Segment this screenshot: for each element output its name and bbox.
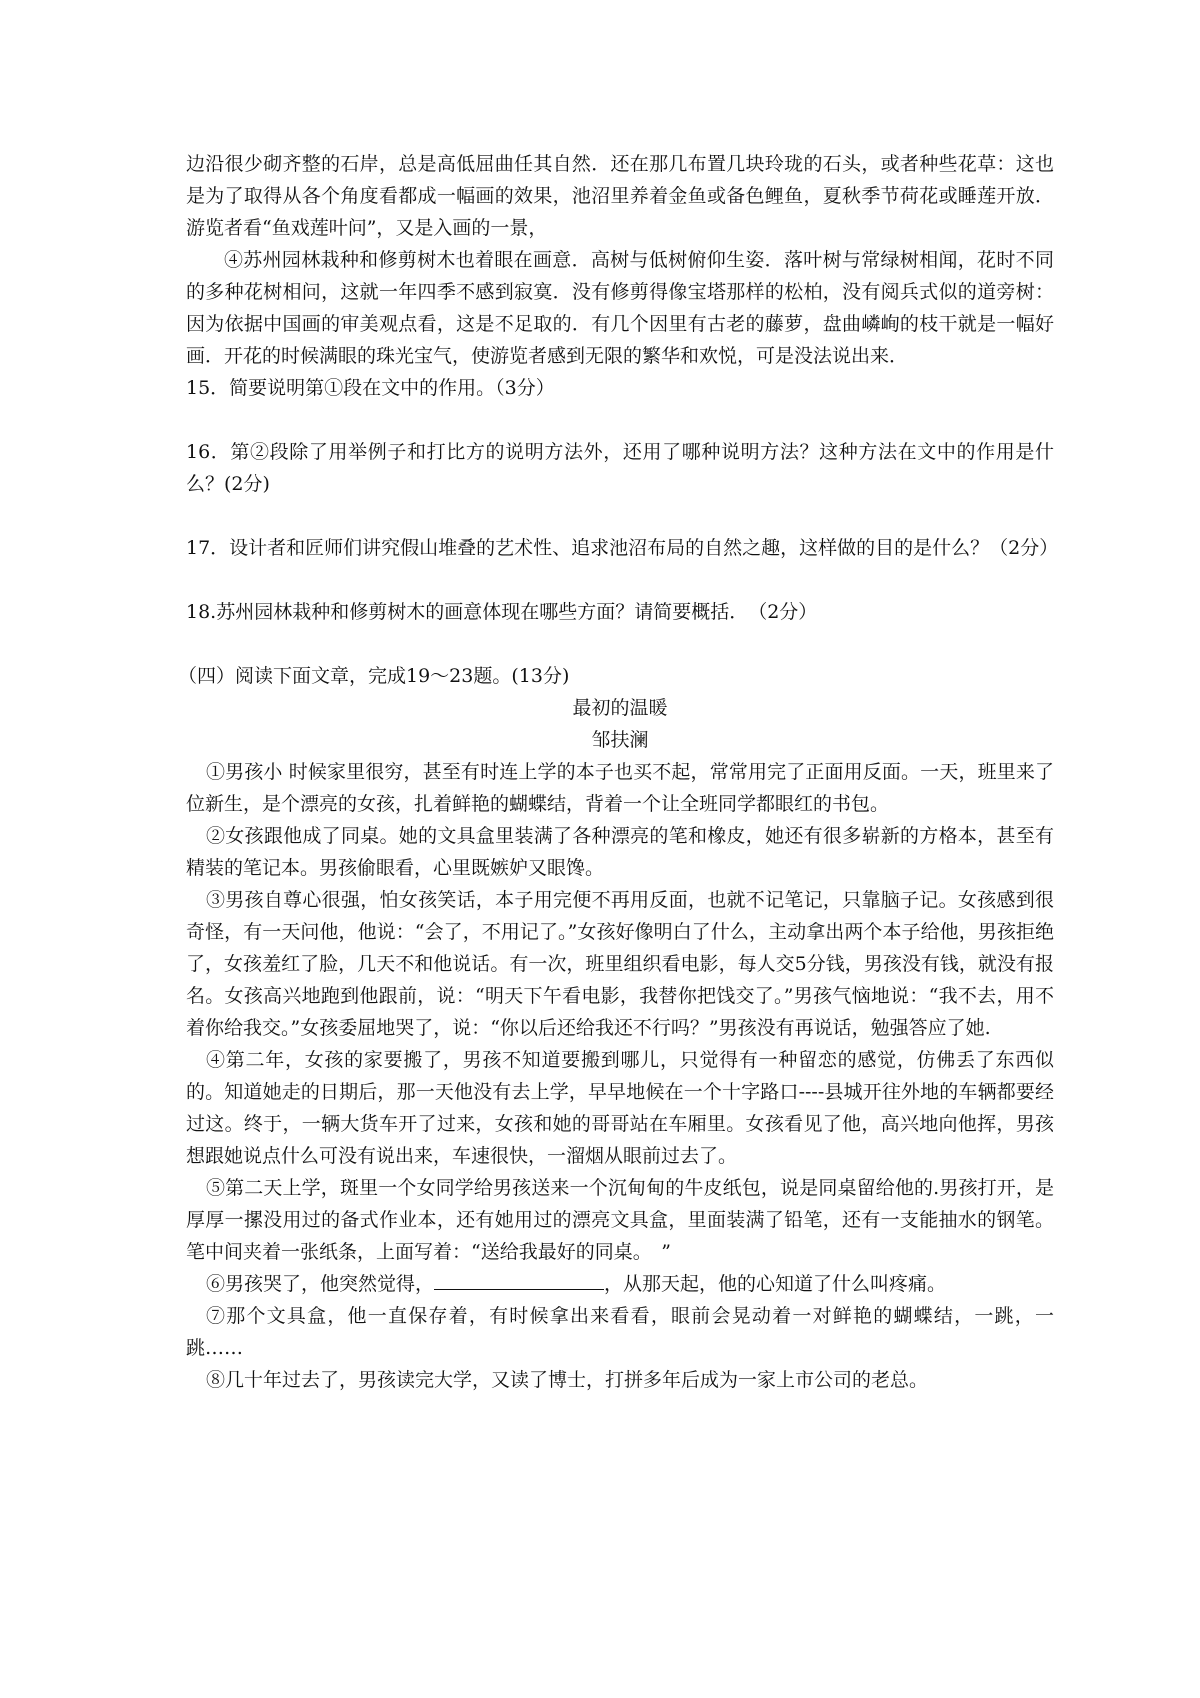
article-paragraph-5: ⑤第二天上学，斑里一个女同学给男孩送来一个沉甸甸的牛皮纸包，说是同桌留给他的.男孩打开，是厚厚一摞没用过的备式作业本，还有她用过的漂亮文具盒，里面装满了铅笔，还有一支能抽水的钢笔。笔中间夹着一张纸条，上面写着：“送给我最好的同桌。 ” [186, 1177, 1054, 1263]
question-17: 17．设计者和匠师们讲究假山堆叠的艺术性、追求池沼布局的自然之趣，这样做的目的是什么？（2分） [186, 537, 1059, 559]
article-paragraph-4: ④第二年，女孩的家要搬了，男孩不知道要搬到哪儿，只觉得有一种留恋的感觉，仿佛丢了东西似的。知道她走的日期后，那一天他没有去上学，早早地候在一个十字路口----县城开往外地的车辆都要经过这。终于，一辆大货车开了过来，女孩和她的哥哥站在车厢里。女孩看见了他，高兴地向他挥，男孩想跟她说点什么可没有说出来，车速很快，一溜烟从眼前过去了。 [186, 1049, 1054, 1167]
question-18: 18.苏州园林栽种和修剪树木的画意体现在哪些方面？请简要概括． （2分） [186, 601, 818, 623]
article-paragraph-1: ①男孩小 时候家里很穷，甚至有时连上学的本子也买不起，常常用完了正面用反面。一天，班里来了位新生，是个漂亮的女孩，扎着鲜艳的蝴蝶结，背着一个让全班同学都眼红的书包。 [186, 761, 1054, 815]
article-paragraph-3: ③男孩自尊心很强，怕女孩笑话，本子用完便不再用反面，也就不记笔记，只靠脑子记。女孩感到很奇怪，有一天问他，他说：“会了，不用记了。”女孩好像明白了什么，主动拿出两个本子给他，男孩拒绝了，女孩羞红了脸，几天不和他说话。有一次，班里组织看电影，每人交5分钱，男孩没有钱，就没有报名。女孩高兴地跑到他跟前，说：“明天下午看电影，我替你把饯交了。”男孩气恼地说：“我不去，用不着你给我交。”女孩委屈地哭了，说：“你以后还给我还不行吗？”男孩没有再说话，勉强答应了她. [186, 889, 1054, 1039]
section-heading: （四）阅读下面文章，完成19～23题。(13分) [178, 665, 570, 687]
article-title: 最初的温暖 [572, 697, 668, 719]
article-paragraph-8: ⑧几十年过去了，男孩读完大学，又读了博士，打拼多年后成为一家上市公司的老总。 [206, 1369, 929, 1391]
article-paragraph-6 [186, 1268, 1054, 1300]
passage-continuation: 边沿很少砌齐整的石岸，总是高低屈曲任其自然．还在那几布置几块玲珑的石头，或者种些花草：这也是为了取得从各个角度看都成一幅画的效果，池沼里养着金鱼或备色鲤鱼，夏秋季节荷花或睡莲开放．游览者看“鱼戏莲叶问”，又是入画的一景， [186, 153, 1054, 239]
fill-in-blank [434, 1271, 604, 1290]
question-16: 16．第②段除了用举例子和打比方的说明方法外，还用了哪种说明方法？这种方法在文中的作用是什么？(2分) [186, 441, 1054, 495]
article-author: 邹扶澜 [591, 729, 649, 751]
question-15: 15．简要说明第①段在文中的作用。（3分） [186, 377, 555, 399]
document-page [178, 148, 1059, 1396]
article-paragraph-2: ②女孩跟他成了同桌。她的文具盒里装满了各种漂亮的笔和橡皮，她还有很多崭新的方格本，甚至有精装的笔记本。男孩偷眼看，心里既嫉妒又眼馋。 [186, 825, 1054, 879]
passage-paragraph-4: ④苏州园林栽种和修剪树木也着眼在画意．高树与低树俯仰生姿．落叶树与常绿树相闻，花时不同的多种花树相问，这就一年四季不感到寂寞．没有修剪得像宝塔那样的松柏，没有阅兵式似的道旁树：因为依据中国画的审美观点看，这是不足取的．有几个因里有古老的藤萝，盘曲嶙峋的枝干就是一幅好画．开花的时候满眼的珠光宝气，使游览者感到无限的繁华和欢悦，可是没法说出来． [186, 249, 1054, 367]
paragraph-6-before-blank: ⑥男孩哭了，他突然觉得， [206, 1273, 435, 1295]
paragraph-6-after-blank: ，从那天起，他的心知道了什么叫疼痛。 [604, 1273, 947, 1295]
article-paragraph-7: ⑦那个文具盒，他一直保存着，有时候拿出来看看，眼前会晃动着一对鲜艳的蝴蝶结，一跳，一跳…… [186, 1305, 1054, 1359]
